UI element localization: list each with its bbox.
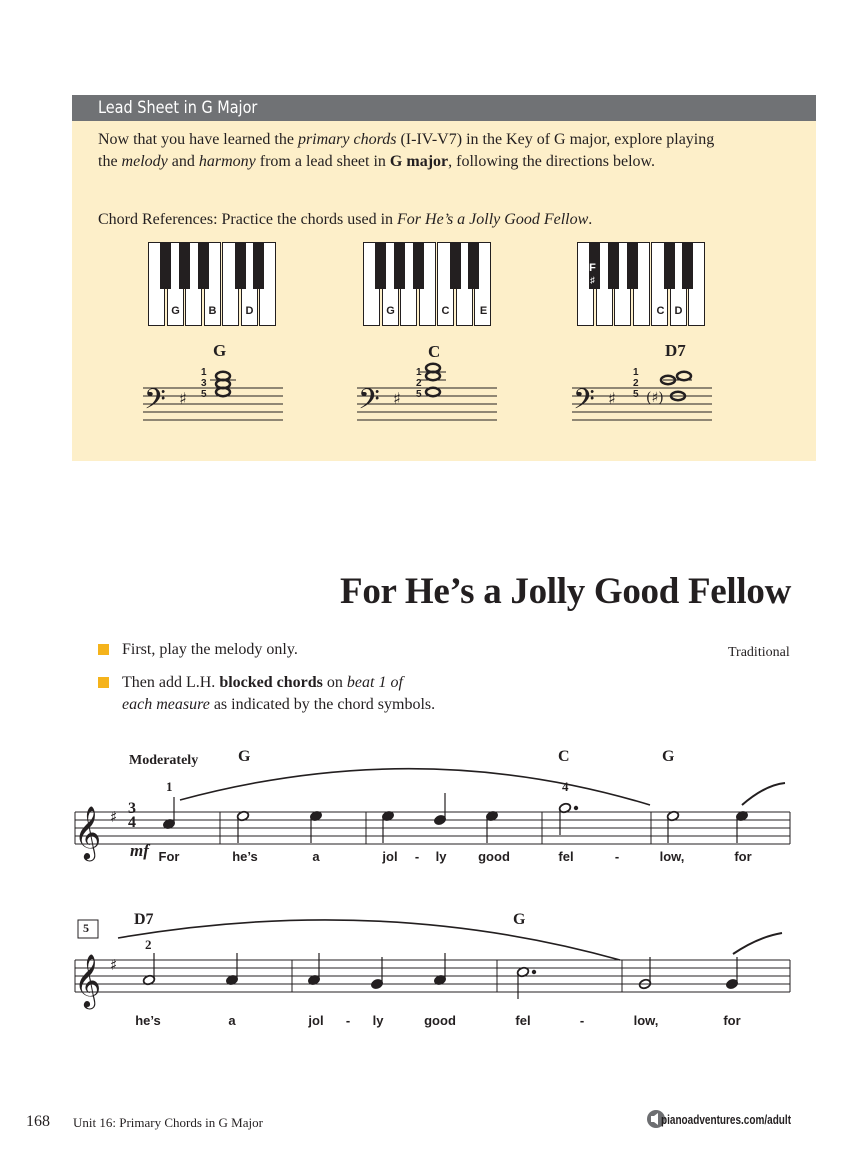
lyric: - [579, 1013, 585, 1028]
chord-name-c: C [428, 342, 441, 361]
unit-title: Unit 16: Primary Chords in G Major [73, 1115, 263, 1130]
lyric: - [345, 1013, 351, 1028]
key-label-g: G [171, 305, 180, 317]
svg-text:𝄢: 𝄢 [573, 383, 595, 423]
svg-text:♯: ♯ [608, 389, 616, 408]
chord-name-d7: D7 [665, 341, 686, 360]
panel-title: Lead Sheet in G Major [98, 98, 258, 118]
chord-symbol: G [513, 911, 526, 928]
chord-symbol: G [662, 748, 675, 765]
svg-text:𝄞: 𝄞 [74, 953, 102, 1007]
chord-references-line: Chord References: Practice the chords used in For He’s a Jolly Good Fellow. [98, 211, 593, 228]
key-label-b: B [208, 305, 217, 317]
song-title: For He’s a Jolly Good Fellow [340, 571, 791, 612]
tempo-marking: Moderately [129, 753, 199, 768]
key-label-d: D [674, 305, 683, 317]
lyric: he’s [232, 849, 258, 864]
chord-symbol: C [558, 748, 570, 765]
key-label-d: D [245, 305, 254, 317]
key-label-f-sharp: F ♯ [589, 262, 596, 285]
time-signature: 3 4 [128, 800, 136, 831]
lyric: - [414, 849, 420, 864]
lyric: a [312, 849, 320, 864]
lyric: low, [633, 1013, 659, 1028]
svg-text:♯: ♯ [393, 389, 401, 408]
lyric: good [478, 849, 510, 864]
svg-text:(♯): (♯) [646, 390, 664, 406]
lyric: good [424, 1013, 456, 1028]
instruction-step-2-cont: each measure as indicated by the chord symbols. [122, 696, 436, 713]
lyric: jol [308, 1013, 324, 1028]
instruction-step-1: First, play the melody only. [122, 641, 298, 658]
lyric: low, [659, 849, 685, 864]
svg-text:♯: ♯ [110, 956, 118, 974]
lyric: he’s [135, 1013, 161, 1028]
lyric: fel [558, 849, 574, 864]
website-link[interactable]: pianoadventures.com/adult [661, 1113, 792, 1127]
key-label-g: G [386, 305, 395, 317]
intro-line-1: Now that you have learned the primary chords (I-IV-V7) in the Key of G major, explore playing [98, 131, 715, 148]
key-label-c: C [441, 305, 450, 317]
svg-text:♯: ♯ [179, 389, 187, 408]
finger-number: 2 [145, 937, 152, 952]
lyric: fel [515, 1013, 531, 1028]
lyric: ly [372, 1013, 384, 1028]
lyric: ly [435, 849, 447, 864]
key-label-e: E [479, 305, 488, 317]
page-number: 168 [26, 1113, 50, 1130]
key-label-c: C [656, 305, 665, 317]
chord-symbol: G [238, 748, 251, 765]
measure-number: 5 [83, 921, 89, 935]
finger-number: 1 [166, 779, 173, 794]
svg-text:𝄢: 𝄢 [144, 383, 166, 423]
lyric: jol [382, 849, 398, 864]
svg-text:♯: ♯ [110, 808, 118, 826]
lyric: - [614, 849, 620, 864]
bullet-icon [98, 677, 109, 688]
instruction-step-2: Then add L.H. blocked chords on beat 1 of [122, 674, 403, 691]
finger-numbers-d7: 1 2 5 [633, 367, 639, 400]
lyric: For [158, 849, 180, 864]
intro-line-2: the melody and harmony from a lead sheet in G major, following the directions below. [98, 153, 656, 170]
bullet-icon [98, 644, 109, 655]
svg-text:𝄢: 𝄢 [358, 383, 380, 423]
chord-symbol: D7 [134, 911, 154, 928]
finger-numbers-g: 1 3 5 [201, 367, 207, 400]
attribution: Traditional [728, 645, 790, 660]
svg-text:𝄞: 𝄞 [74, 805, 102, 859]
dynamic-marking: mf [130, 841, 149, 860]
finger-number: 4 [562, 779, 569, 794]
lyric: a [228, 1013, 236, 1028]
finger-numbers-c: 1 2 5 [416, 367, 422, 400]
lyric: for [723, 1013, 741, 1028]
chord-name-g: G [213, 341, 227, 360]
lyric: for [734, 849, 752, 864]
